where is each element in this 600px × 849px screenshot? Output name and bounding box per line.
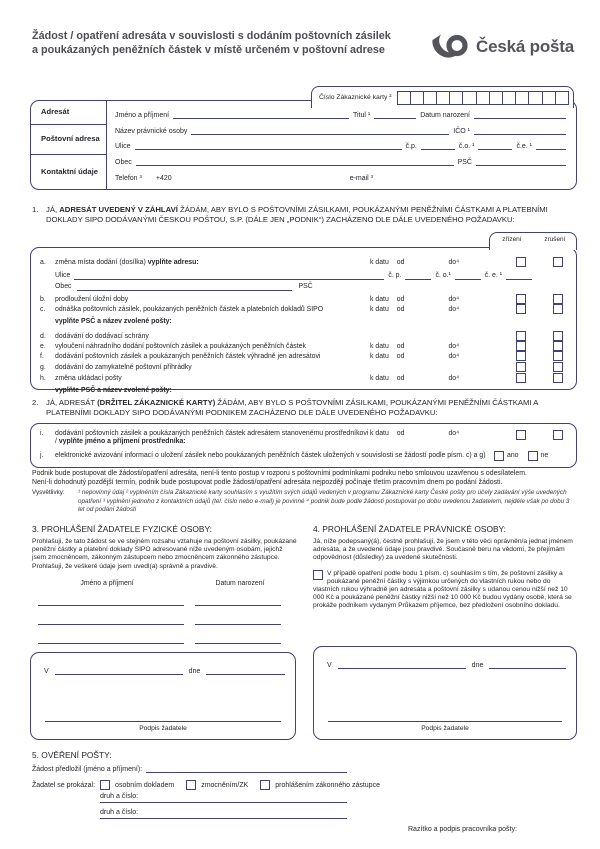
- logo-text: Česká pošta: [476, 36, 574, 56]
- option-row-a-street: [31, 267, 576, 280]
- row-e-date-to[interactable]: do⁴: [448, 342, 460, 350]
- legend: [32, 489, 577, 515]
- page-title-line1: Žádost / opatření adresáta v souvislosti s dodáním poštovních zásilek: [32, 30, 391, 42]
- section3-columns-header: [32, 580, 298, 587]
- street-field[interactable]: [135, 142, 402, 150]
- person2-birth-field[interactable]: [195, 617, 281, 625]
- prokazal-label: Žadatel se prokázal:: [32, 781, 96, 789]
- row-f-date-from[interactable]: od: [396, 352, 405, 360]
- ico-label: IČO ¹: [453, 127, 470, 135]
- person1-name-field[interactable]: [38, 598, 184, 606]
- post-horn-icon: [431, 33, 471, 60]
- checkbox-g-zruseni[interactable]: [553, 362, 563, 372]
- row-g-letter: g.: [40, 363, 46, 371]
- checkbox-e-zruseni[interactable]: [553, 341, 563, 351]
- row-a-ce-label: č. e. ¹: [484, 271, 502, 279]
- kdatu-label: k datu: [370, 305, 389, 313]
- birth-field[interactable]: [474, 111, 566, 119]
- row-a-dates: [370, 259, 502, 267]
- checkbox-i-zruseni[interactable]: [553, 430, 563, 440]
- checkbox-g-zrizeni[interactable]: [516, 362, 526, 372]
- signature-box-fyzicka: [30, 652, 296, 740]
- row-a-letter: a.: [40, 258, 46, 266]
- section3-para2: Prohlašuji, že veškeré údaje jsem uvedl(a) správně a pravdivě.: [32, 562, 218, 570]
- section2-text-pre: JÁ, ADRESÁT: [46, 398, 98, 407]
- ce-label: č.e. ¹: [516, 143, 532, 151]
- signature-box-pravnicka: [313, 646, 577, 740]
- checkbox-b-zruseni[interactable]: [553, 294, 563, 304]
- option-row-h: [31, 372, 576, 383]
- signature-place-date-row: [31, 653, 295, 675]
- option-row-i: [31, 430, 576, 447]
- birth-label: Datum narození: [420, 111, 470, 119]
- ne-label: ne: [540, 451, 549, 459]
- row-i-text-plain: dodávání poštovních zásilek a poukázaných peněžních částek adresátem stanovenému prostředníkovi /: [55, 430, 369, 446]
- row-a-date-from[interactable]: od: [396, 258, 405, 266]
- option-row-b: [31, 291, 576, 304]
- row-b-date-from[interactable]: od: [396, 295, 405, 303]
- row-a-text-bold: vyplňte adresu:: [147, 258, 199, 266]
- row-f-dates: [370, 353, 502, 361]
- row-e-dates: [370, 343, 502, 351]
- legend-text: ¹ nepovinný údaj ² vyplněním čísla Zákaznické karty souhlasím s využitím svých údajů vedených v programu Zákaznické karty České pošty pro účely zadávání výše uvedených opatření ³ vyplnění jednoho z kontaktních údajů (tel. číslo nebo e-mail) je povinné ⁴ podnik bude podle žádosti postupovat po dobu uvedenou žadatelem, nejdéle však po dobu 3 let od podání žádosti: [78, 489, 570, 514]
- predlozil-row: [32, 765, 347, 773]
- checkbox-b-zrizeni[interactable]: [516, 294, 526, 304]
- section4: [313, 524, 577, 611]
- prohlaseni-zastupce-label: prohlášením zákonného zástupce: [275, 781, 380, 789]
- row-a-city-label: Obec: [55, 282, 72, 290]
- row-i-text: [55, 430, 370, 447]
- cp-label: č.p.: [405, 143, 417, 151]
- phone-prefix: +420: [155, 174, 172, 182]
- page-title: [32, 30, 432, 57]
- section4-para1: Já, níže podepsaný(á), čestně prohlašuji, že jsem v této věci oprávněn/a jednat jménem adresáta, a že uvedené údaje jsou pravdivé. Současně beru na vědomí, že přejímám odpovědnost (důsledky) za uvedené skutečnosti.: [313, 538, 573, 562]
- person3-birth-field[interactable]: [195, 636, 281, 644]
- row-a-text-plain: změna místa dodání (dosílka): [55, 258, 148, 266]
- person-row-3: [32, 636, 298, 644]
- row-i-date-from[interactable]: od: [396, 430, 405, 437]
- checkbox-c-zrizeni[interactable]: [516, 304, 526, 314]
- row-a-cp-label: č. p.: [388, 271, 402, 279]
- person-row-2: [32, 617, 298, 625]
- osobni-doklad-label: osobním dokladem: [115, 781, 175, 789]
- row-c-date-from[interactable]: od: [396, 305, 405, 313]
- row-i-letter: i.: [40, 430, 44, 437]
- podnik-notes: [32, 470, 577, 488]
- city-label: Obec: [115, 159, 132, 167]
- section3-para1: Prohlašuji, že tato žádost se ve stejném rozsahu vztahuje na poštovní zásilky, poukázané peněžní částky a platební doklady SIPO adresované níže uvedeným osobám, jejichž jsem zmocněncem, zákonným zástupcem nebo zmocněncem zákonného zástupce.: [32, 538, 297, 562]
- col-zruseni-label: zrušení: [544, 236, 566, 243]
- section1-text-post: ŽÁDÁM, ABY BYLO S POŠTOVNÍMI ZÁSILKAMI, POUKÁZANÝMI PENĚŽNÍMI ČÁSTKAMI A PLATEBNÍMI DOKLADY SIPO DODÁVANÝMI ČESKOU POŠTOU, S.P. (DÁLE JEN „PODNIK“) ZACHÁZENO DLE DÁLE UVEDENÉHO POŽADAVKU:: [46, 205, 548, 225]
- section1-text-pre: JÁ,: [46, 205, 60, 214]
- person-row-1: [32, 598, 298, 606]
- address-box: [30, 100, 577, 190]
- section2-options-box: [30, 423, 577, 468]
- kdatu-label: k datu: [370, 430, 389, 437]
- row-j-text: elektronické avizování informací o uložení zásilek nebo poukázaných peněžních částek uložených v souvislosti se žádostí podle písm. c) a g): [55, 452, 486, 460]
- option-row-g: [31, 361, 576, 372]
- row-a-city-field[interactable]: [77, 283, 292, 291]
- company-label: Název právnické osoby: [115, 127, 188, 135]
- option-row-c-note: [31, 314, 576, 326]
- stamp-signature-label: Razítko a podpis pracovníka pošty:: [408, 826, 517, 833]
- row-d-text: dodávání do dodávací schrány: [55, 332, 149, 340]
- v-label: V: [44, 668, 49, 675]
- ico-field[interactable]: [474, 127, 566, 135]
- row-b-date-to[interactable]: do⁴: [448, 295, 460, 303]
- checkbox-i-zrizeni[interactable]: [516, 430, 526, 440]
- option-row-d: [31, 328, 576, 341]
- row-b-text: prodloužení úložní doby: [55, 295, 129, 303]
- option-row-a-city: [31, 280, 576, 291]
- section2-text-bold: (DRŽITEL ZÁKAZNICKÉ KARTY): [97, 398, 216, 407]
- col-name-header: Jméno a příjmení: [80, 579, 134, 587]
- row-j-letter: j.: [40, 452, 44, 460]
- option-row-j: [31, 451, 576, 461]
- row-d-letter: d.: [40, 332, 46, 340]
- address-box-fields: [107, 101, 576, 189]
- row-a-co-field[interactable]: [455, 272, 481, 280]
- date-field[interactable]: [206, 667, 285, 675]
- section2-intro: [32, 398, 577, 418]
- checkbox-a-zrizeni[interactable]: [516, 257, 526, 267]
- titul-label: Titul ¹: [352, 111, 371, 119]
- section3: [32, 524, 298, 644]
- row-i-dates: [370, 430, 502, 438]
- podnik-note-line1: Podnik bude postupovat dle žádosti/opatření adresáta, není-li tento postup v rozporu s poštovními podmínkami podniku nebo smlouvou uzavřenou s odesílatelem.: [32, 470, 527, 477]
- co-label: č.o. ¹: [458, 143, 475, 151]
- row-street: [115, 137, 566, 153]
- row-c-bold-note: vyplňte PSČ a název zvolené pošty:: [55, 317, 172, 325]
- customer-card-box: [311, 86, 574, 108]
- name-label: Jméno a příjmení: [115, 111, 170, 119]
- row-h-bold-note: vyplňte PSČ a název zvolené pošty:: [55, 386, 172, 394]
- person1-birth-field[interactable]: [195, 598, 281, 606]
- row-g-text: dodávání do zamykatelné poštovní přihrádky: [55, 363, 192, 371]
- place-field[interactable]: [338, 661, 466, 669]
- checkbox-prohlaseni-zastupce[interactable]: [260, 780, 270, 790]
- row-c-date-to[interactable]: do⁴: [448, 305, 460, 313]
- checkbox-zmocneni[interactable]: [186, 780, 196, 790]
- signature-place-date-row: [314, 647, 576, 669]
- address-box-row-labels: [31, 101, 107, 189]
- row-a-text: [55, 259, 370, 267]
- zrizeni-zruseni-header: [489, 232, 577, 250]
- row-h-date-from[interactable]: od: [396, 374, 405, 382]
- row-company: [115, 121, 566, 137]
- checkbox-h-zrizeni[interactable]: [516, 373, 526, 383]
- kdatu-label: k datu: [370, 342, 389, 350]
- city-field[interactable]: [136, 158, 454, 166]
- row-b-dates: [370, 296, 502, 304]
- row-a-date-to[interactable]: do⁴: [448, 258, 460, 266]
- section1-text-bold: ADRESÁT UVEDENÝ V ZÁHLAVÍ: [59, 205, 178, 214]
- checkbox-d-zrizeni[interactable]: [516, 331, 526, 341]
- checkbox-d-zruseni[interactable]: [553, 331, 563, 341]
- place-field[interactable]: [55, 667, 183, 675]
- row-h-text: změna ukládací pošty: [55, 374, 122, 382]
- co-field[interactable]: [478, 142, 512, 150]
- section2-text: [46, 398, 577, 418]
- row-h-letter: h.: [40, 374, 46, 382]
- checkbox-osobni-doklad[interactable]: [100, 780, 110, 790]
- company-field[interactable]: [191, 127, 449, 135]
- section3-heading: 3. PROHLÁŠENÍ ŽADATELE FYZICKÉ OSOBY:: [32, 524, 212, 534]
- ano-label: ano: [507, 451, 519, 459]
- psc-label: PSČ: [457, 159, 472, 167]
- label-postovni-adresa: Poštovní adresa: [31, 125, 106, 155]
- row-h-dates: [370, 375, 502, 383]
- predlozil-field[interactable]: [146, 765, 347, 773]
- row-a-co-label: č. o.¹: [435, 271, 451, 279]
- row-a-psc-label: PSČ: [298, 282, 313, 290]
- option-row-e: [31, 341, 576, 351]
- label-adresat: Adresát: [31, 101, 106, 125]
- checkbox-prukaz-prijemce[interactable]: [313, 570, 323, 580]
- kdatu-label: k datu: [370, 295, 389, 303]
- label-kontaktni-udaje: Kontaktní údaje: [41, 166, 98, 176]
- street-label: Ulice: [115, 143, 131, 151]
- predlozil-label: Žádost předložil (jméno a příjmení):: [32, 766, 143, 773]
- checkbox-f-zruseni[interactable]: [553, 351, 563, 361]
- titul-field[interactable]: [374, 111, 416, 119]
- druh-cislo-row-1[interactable]: [100, 793, 347, 803]
- date-field[interactable]: [489, 661, 566, 669]
- row-f-text: dodávání poštovních zásilek a poukázaných peněžních částek výhradně jen adresátovi: [55, 352, 321, 360]
- row-e-letter: e.: [40, 342, 46, 350]
- person3-name-field[interactable]: [38, 636, 184, 644]
- row-a-street-field[interactable]: [74, 272, 384, 280]
- row-h-date-to[interactable]: do⁴: [448, 374, 460, 382]
- col-zrizeni-label: zřízení: [502, 236, 522, 243]
- dne-label: dne: [188, 668, 201, 675]
- checkbox-c-zruseni[interactable]: [553, 304, 563, 314]
- row-i-date-to[interactable]: do⁴: [448, 430, 460, 437]
- col-birth-header: Datum narození: [215, 579, 265, 587]
- row-a-street-label: Ulice: [55, 271, 71, 279]
- row-c-text: odnáška poštovních zásilek, poukázaných peněžních částek a platebních dokladů SIPO: [55, 305, 324, 313]
- dne-label: dne: [471, 662, 484, 669]
- podnik-note-line2: Není-li dohodnutý pozdější termín, podnik bude postupovat podle žádosti/opatření adresáta nejpozději počínaje třetím pracovním dnem po podání žádosti.: [32, 478, 503, 486]
- druh-cislo-row-2[interactable]: [100, 809, 347, 819]
- section1-text: [46, 205, 577, 225]
- druh-cislo-label-2: druh a číslo:: [100, 809, 139, 816]
- customer-card-number-input[interactable]: [397, 91, 569, 105]
- section2-text-post: ŽÁDÁM, ABY BYLO S POŠTOVNÍMI ZÁSILKAMI, POUKÁZANÝMI PENĚŽNÍMI ČÁSTKAMI A PLATEBNÍMI DOKLADY SIPO DODÁVANÝMI PODNIKEM ZACHÁZENO DLE DÁLE UVEDENÉHO POŽADAVKU:: [46, 398, 538, 418]
- section4-heading: 4. PROHLÁŠENÍ ŽADATELE PRÁVNICKÉ OSOBY:: [313, 524, 506, 534]
- section1-number: 1.: [32, 205, 39, 214]
- checkbox-e-zrizeni[interactable]: [516, 341, 526, 351]
- row-city: [115, 152, 566, 168]
- person2-name-field[interactable]: [38, 617, 184, 625]
- email-label: e-mail ³: [349, 174, 373, 182]
- customer-card-label: Číslo Zákaznické karty ²: [319, 94, 392, 101]
- checkbox-j-ano[interactable]: [494, 451, 504, 461]
- checkbox-h-zruseni[interactable]: [553, 373, 563, 383]
- kdatu-label: k datu: [370, 258, 389, 266]
- ce-field[interactable]: [536, 142, 566, 150]
- row-a-cp-field[interactable]: [405, 272, 431, 280]
- section1-options-box: [30, 236, 577, 394]
- option-row-a: [31, 256, 576, 267]
- podpis-zadatele-label: Podpis žadatele: [45, 721, 281, 732]
- option-row-f: [31, 351, 576, 361]
- page-title-line2: a poukázaných peněžních částek v místě určeném v poštovní adrese: [32, 43, 385, 56]
- row-contact: [115, 168, 566, 184]
- ceska-posta-logo: [431, 33, 574, 60]
- row-i-text-bold: vyplňte jméno a příjmení prostředníka:: [58, 438, 186, 446]
- section4-consent: [313, 570, 577, 611]
- row-c-dates: [370, 306, 502, 314]
- legend-label: Vysvětlivky:: [32, 489, 65, 496]
- row-b-letter: b.: [40, 295, 46, 303]
- cp-field[interactable]: [421, 142, 455, 150]
- row-f-letter: f.: [40, 352, 44, 360]
- phone-label: Telefon ³: [115, 174, 142, 182]
- psc-field[interactable]: [476, 158, 566, 166]
- checkbox-a-zruseni[interactable]: [553, 257, 563, 267]
- name-field[interactable]: [173, 111, 349, 119]
- row-e-text: vyloučení náhradního dodání poštovních zásilek a poukázaných peněžních částek: [55, 342, 306, 350]
- section4-consent-text: V případě opatření podle bodu 1 písm. c) souhlasím s tím, že poštovní zásilky a poukázané peněžní částky s výjimkou určených do vlastních rukou nebo do vlastních rukou výhradně jen adresáta a poštovní zásilky s udanou cenou nižší než 10 000 Kč a poukázané peněžní částky nižší než 10 000 Kč budou vydány osobě, která se prokáže podnikem vydaným Průkazem příjemce, bez předložení osobního dokladu.: [313, 569, 572, 610]
- zmocneni-label: zmocněním/ZK: [201, 781, 249, 789]
- row-j-yesno: [494, 451, 576, 461]
- podpis-zadatele-label: Podpis žadatele: [328, 721, 562, 732]
- row-e-date-from[interactable]: od: [396, 342, 405, 350]
- kdatu-label: k datu: [370, 374, 389, 382]
- v-label: V: [327, 662, 332, 669]
- section2-number: 2.: [32, 398, 39, 407]
- row-c-letter: c.: [40, 305, 46, 313]
- row-f-date-to[interactable]: do⁴: [448, 352, 460, 360]
- section1-intro: [32, 205, 577, 225]
- row-a-ce-field[interactable]: [506, 272, 532, 280]
- checkbox-f-zrizeni[interactable]: [516, 351, 526, 361]
- option-row-c: [31, 304, 576, 314]
- option-row-h-note: [31, 383, 576, 395]
- checkbox-j-ne[interactable]: [528, 451, 538, 461]
- druh-cislo-label-1: druh a číslo:: [100, 793, 139, 800]
- kdatu-label: k datu: [370, 352, 389, 360]
- section5-heading: 5. OVĚŘENÍ POŠTY:: [32, 750, 112, 760]
- prokazal-row: [32, 780, 392, 790]
